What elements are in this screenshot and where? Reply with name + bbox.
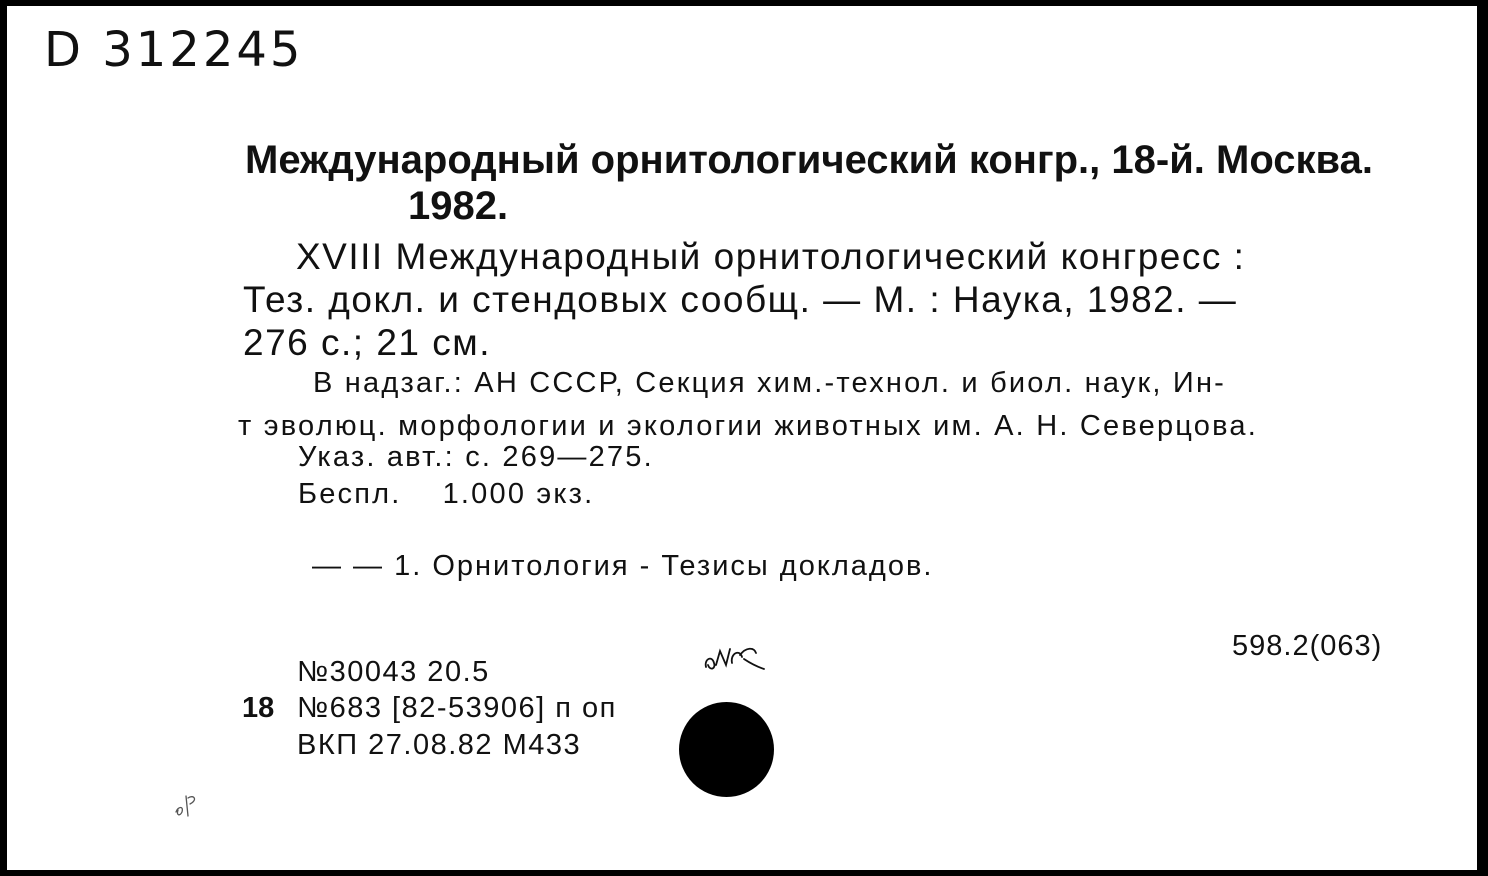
card-border-left [0,0,7,876]
pencil-mark [172,786,212,822]
udc-code: 598.2(063) [1232,630,1383,662]
heading-line-2: 1982. [408,184,509,228]
serial-line-1: №30043 20.5 [297,656,490,688]
serial-line-3: ВКП 27.08.82 М433 [297,729,582,761]
handwritten-initials-signature [700,637,772,677]
heading-line-1: Международный орнитологический конгр., 18-й. Москва. [245,138,1373,182]
punch-hole [679,702,774,797]
note-line-1: В надзаг.: АН СССР, Секция хим.-технол. и биол. наук, Ин- [313,367,1227,399]
copies-count: 18 [242,692,275,724]
note-line-3: Указ. авт.: с. 269—275. [298,441,654,473]
card-border-right [1477,0,1488,876]
call-number: D 312245 [44,22,304,78]
card-border-top [0,0,1488,6]
subject-heading: — — 1. Орнитология - Тезисы докладов. [312,550,934,582]
serial-line-2: №683 [82-53906] п оп [297,692,617,724]
description-line-3: 276 с.; 21 см. [243,322,492,363]
card-border-bottom [0,870,1488,876]
description-line-2: Тез. докл. и стендовых сообщ. — М. : Наука, 1982. — [243,279,1238,320]
note-line-4: Беспл. 1.000 экз. [298,478,595,510]
note-line-2: т эволюц. морфологии и экологии животных им. А. Н. Северцова. [238,410,1258,442]
description-line-1: XVIII Международный орнитологический конгресс : [296,236,1246,277]
